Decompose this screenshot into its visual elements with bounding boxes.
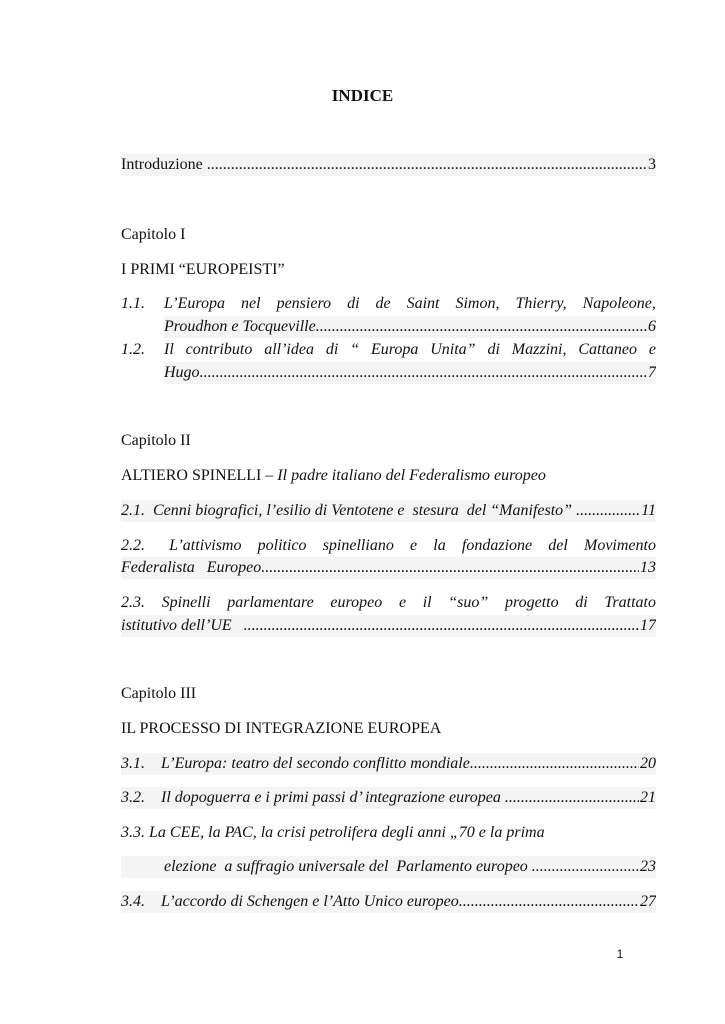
- leader-dots: [576, 500, 640, 522]
- entry-page: 7: [648, 364, 656, 381]
- entry-page: 27: [640, 893, 656, 910]
- chapter-heading: IL PROCESSO DI INTEGRAZIONE EUROPEA: [121, 720, 442, 737]
- word: Simon,: [455, 295, 500, 312]
- entry-text: istitutivo dell’UE: [121, 617, 244, 634]
- word: Napoleone,: [582, 295, 656, 312]
- toc-entry-3-4: [121, 891, 656, 913]
- word: pensiero: [276, 295, 332, 312]
- toc-entry-3-2: [121, 787, 656, 809]
- word: europeo: [330, 594, 383, 611]
- word: di: [487, 341, 500, 358]
- toc-entry-1-1-num: [121, 293, 656, 315]
- word: la: [433, 537, 446, 554]
- entry-page: 23: [640, 858, 656, 875]
- word: nel: [241, 295, 261, 312]
- leader-dots: [261, 557, 639, 579]
- leader-dots: [244, 615, 639, 637]
- leader-dots: [470, 753, 639, 775]
- word: contributo: [185, 341, 253, 358]
- entry-text: 3.1. L’Europa: teatro del secondo conflitto mondiale: [121, 755, 470, 772]
- toc-entry-2-2-cont: [121, 557, 656, 579]
- word: Saint: [406, 295, 440, 312]
- entry-text: Introduzione: [121, 156, 207, 173]
- entry-page: 21: [640, 789, 656, 806]
- entry-page: 3: [648, 156, 656, 173]
- word: il: [422, 594, 432, 611]
- word: di: [575, 594, 588, 611]
- chapter-label: Capitolo II: [121, 432, 191, 449]
- word: parlamentare: [227, 594, 314, 611]
- word: di: [325, 341, 339, 358]
- entry-text: 3.2. Il dopoguerra e i primi passi d’ integrazione europea: [121, 789, 505, 806]
- toc-entry-2-3-line1: [121, 592, 656, 614]
- word: de: [375, 295, 391, 312]
- leader-dots: [207, 154, 647, 176]
- toc-entry-3-3-line1: 3.3. La CEE, la PAC, la crisi petrolifera degli anni „70 e la prima: [121, 824, 545, 841]
- toc-entry-1-2-cont: [164, 362, 656, 384]
- entry-justified-line: [164, 293, 656, 315]
- entry-page: 17: [640, 617, 656, 634]
- entry-text: 2.1. Cenni biografici, l’esilio di Ventotene e stesura del “Manifesto”: [121, 502, 577, 519]
- toc-title: INDICE: [331, 86, 394, 105]
- toc-entry-1-1-cont: [164, 316, 656, 338]
- leader-dots: [200, 362, 647, 384]
- word: Europa: [370, 341, 419, 358]
- word: all’idea: [264, 341, 314, 358]
- toc-entry-1-2-num: [121, 339, 656, 361]
- word: Movimento: [584, 537, 656, 554]
- toc-entry-3-1: [121, 753, 656, 775]
- page-number: 1: [616, 947, 624, 961]
- word: e: [409, 537, 418, 554]
- chapter-label: Capitolo III: [121, 685, 197, 702]
- entry-text: Hugo: [164, 364, 200, 381]
- leader-dots: [316, 316, 647, 338]
- word: Trattato: [604, 594, 656, 611]
- word: e: [648, 341, 656, 358]
- word: Spinelli: [161, 594, 211, 611]
- entry-text: Proudhon e Tocqueville: [164, 318, 316, 335]
- word: L’Europa: [164, 295, 226, 312]
- word: Unita”: [430, 341, 476, 358]
- leader-dots: [505, 787, 639, 809]
- word: fondazione: [461, 537, 533, 554]
- word: politico: [257, 537, 307, 554]
- entry-number: 1.1.: [121, 295, 145, 312]
- entry-page: 6: [648, 318, 656, 335]
- entry-text: elezione a suffragio universale del Parlamento europeo: [164, 858, 532, 875]
- toc-entry-2-3-cont: [121, 615, 656, 637]
- toc-entry-introduzione: [121, 154, 656, 176]
- word: del: [548, 537, 568, 554]
- entry-page: 20: [640, 755, 656, 772]
- chapter-heading: [121, 465, 656, 487]
- word: 2.3.: [121, 594, 145, 611]
- heading-italic: Il padre italiano del Federalismo europeo: [277, 467, 546, 484]
- entry-page: 11: [641, 502, 656, 519]
- chapter-heading: I PRIMI “EUROPEISTI”: [121, 261, 285, 278]
- word: e: [398, 594, 407, 611]
- entry-justified-line: [164, 339, 656, 361]
- word: L’attivismo: [161, 537, 242, 554]
- toc-entry-2-1: [121, 500, 656, 522]
- entry-page: 13: [640, 559, 656, 576]
- toc-entry-3-3-cont: [121, 856, 656, 878]
- entry-text: Federalista Europeo: [121, 559, 262, 576]
- word: Thierry,: [515, 295, 567, 312]
- word: Mazzini,: [511, 341, 567, 358]
- word: “suo”: [448, 594, 489, 611]
- word: 2.2.: [121, 537, 145, 554]
- word: di: [347, 295, 360, 312]
- word: progetto: [504, 594, 559, 611]
- word: spinelliano: [322, 537, 394, 554]
- word: Il: [164, 341, 174, 358]
- entry-number: 1.2.: [121, 341, 145, 358]
- chapter-label: Capitolo I: [121, 226, 186, 243]
- heading-plain: ALTIERO SPINELLI –: [121, 467, 278, 484]
- toc-entry-2-2-line1: [121, 535, 656, 557]
- word: Cattaneo: [578, 341, 637, 358]
- leader-dots: [532, 856, 639, 878]
- entry-text: 3.4. L’accordo di Schengen e l’Atto Unico europeo: [121, 893, 459, 910]
- word: “: [350, 341, 360, 358]
- leader-dots: [459, 891, 639, 913]
